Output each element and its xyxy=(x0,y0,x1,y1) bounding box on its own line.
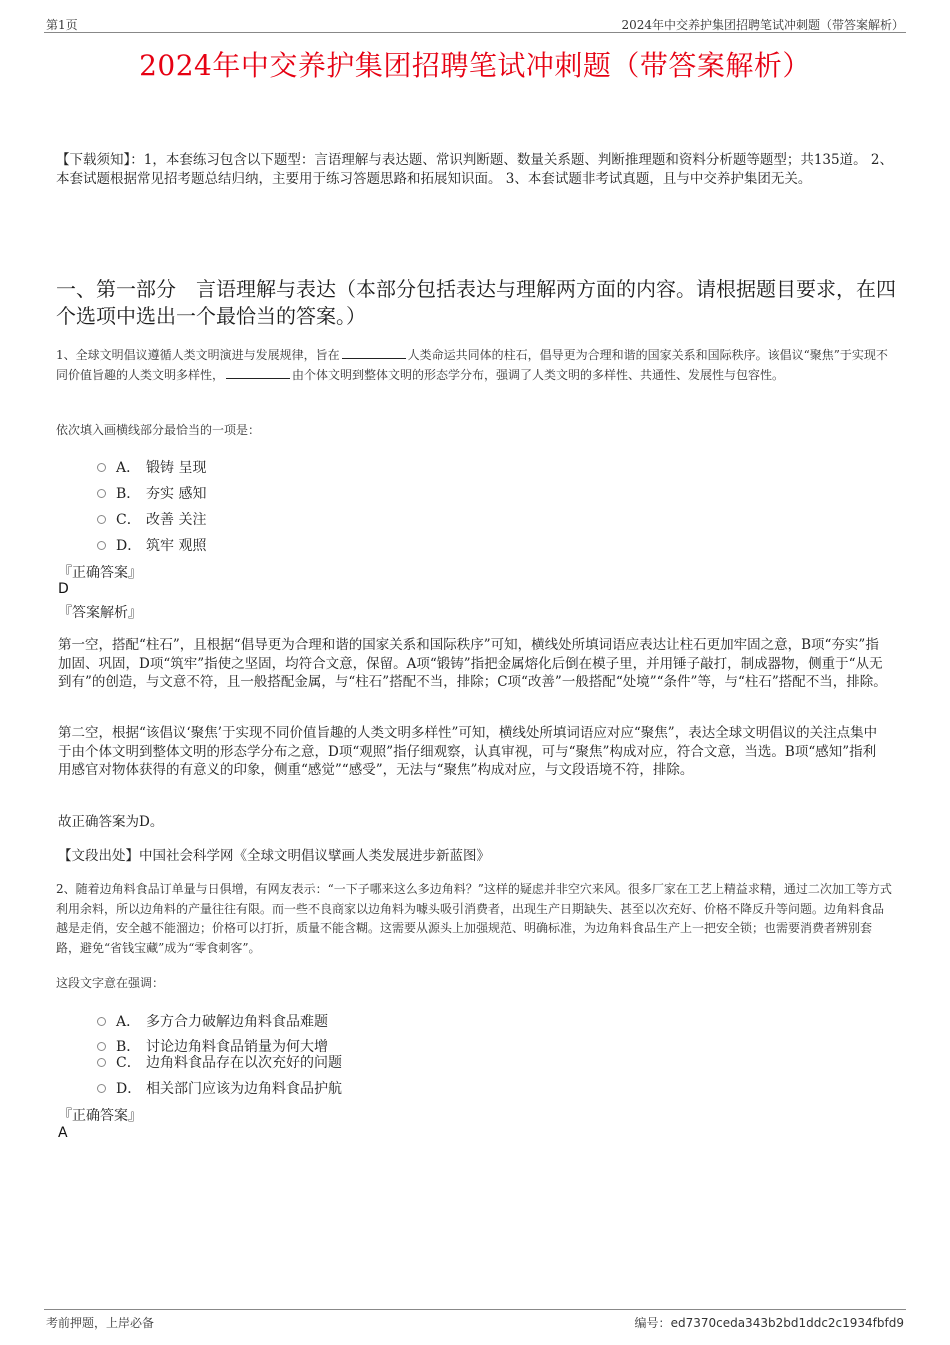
q1-answer: D xyxy=(58,581,69,597)
footer-slogan: 考前押题，上岸必备 xyxy=(46,1316,155,1330)
q1-option-d[interactable]: D． 筑牢 观照 xyxy=(97,535,206,555)
header-rule xyxy=(44,32,906,33)
radio-icon[interactable] xyxy=(97,1017,106,1026)
q1-answer-label: 『正确答案』 xyxy=(58,565,142,581)
question-1-text: 1、全球文明倡议遵循人类文明演进与发展规律，旨在 人类命运共同体的柱石，倡导更为合理和谐的国家关系和国际秩序。该倡议“聚焦”于实现不同价值旨趣的人类文明多样性， 由个体文明到整体文明的形态学分布，强调了人类文明的多样性、共通性、发展性与包容性。 xyxy=(56,348,888,382)
q1-analysis-label: 『答案解析』 xyxy=(58,605,142,621)
page-number: 第1页 xyxy=(46,18,78,32)
q1-option-b[interactable]: B． 夯实 感知 xyxy=(97,483,206,503)
radio-icon[interactable] xyxy=(97,1042,106,1051)
header-doc-title: 2024年中交养护集团招聘笔试冲刺题（带答案解析） xyxy=(621,18,904,32)
radio-icon[interactable] xyxy=(97,515,106,524)
footer-code: 编号：ed7370ceda343b2bd1ddc2c1934fbfd9 xyxy=(634,1316,904,1330)
q1-analysis-paragraph-1: 第一空，搭配“柱石”，且根据“倡导更为合理和谐的国家关系和国际秩序”可知，横线处所填词语应表达让柱石更加牢固之意，B项“夯实”指加固、巩固，D项“筑牢”指使之坚固，均符合文意，保留。A项“锻铸”指把金属熔化后倒在模子里，并用锤子敲打，制成器物，侧重于“从无到有”的创造，与文意不符，且一般搭配金属，与“柱石”搭配不当，排除；C项“改善”一般搭配“处境”“条件”等，与“柱石”搭配不当，排除。 xyxy=(58,637,887,690)
footer-rule xyxy=(44,1309,906,1310)
radio-icon[interactable] xyxy=(97,1058,106,1067)
section-heading: 一、第一部分 言语理解与表达（本部分包括表达与理解两方面的内容。请根据题目要求，在四个选项中选出一个最恰当的答案。） xyxy=(56,277,896,328)
q2-option-c[interactable]: C． 边角料食品存在以次充好的问题 xyxy=(97,1052,342,1072)
q1-conclusion: 故正确答案为D。 xyxy=(58,814,164,830)
fill-blank-1[interactable] xyxy=(342,346,406,359)
q2-option-a[interactable]: A． 多方合力破解边角料食品难题 xyxy=(97,1011,328,1031)
q2-answer-label: 『正确答案』 xyxy=(58,1108,142,1124)
download-notice: 【下载须知】：1，本套练习包含以下题型：言语理解与表达题、常识判断题、数量关系题、判断推理题和资料分析题等题型；共135道。 2、本套试题根据常见招考题总结归纳，主要用于练习答题思路和拓展知识面。 3、本套试题非考试真题，且与中交养护集团无关。 xyxy=(56,152,893,187)
q2-option-b[interactable]: B． 讨论边角料食品销量为何大增 xyxy=(97,1036,328,1056)
q1-option-c[interactable]: C． 改善 关注 xyxy=(97,509,206,529)
radio-icon[interactable] xyxy=(97,489,106,498)
q1-source: 【文段出处】中国社会科学网《全球文明倡议擘画人类发展进步新蓝图》 xyxy=(58,848,490,864)
question-1-prompt: 依次填入画横线部分最恰当的一项是： xyxy=(56,423,261,437)
question-2-text: 2、随着边角料食品订单量与日俱增，有网友表示：“一下子哪来这么多边角料？”这样的疑虑并非空穴来风。很多厂家在工艺上精益求精，通过二次加工等方式利用余料，所以边角料的产量往往有限。而一些不良商家以边角料为噱头吸引消费者，出现生产日期缺失、甚至以次充好、价格不降反升等问题。边角料食品越是走俏，安全越不能溜边；价格可以打折，质量不能含糊。这需要从源头上加强规范、明确标准，为边角料食品生产上一把安全锁；也需要消费者辨别套路，避免“省钱宝藏”成为“零食刺客”。 xyxy=(56,882,892,955)
fill-blank-2[interactable] xyxy=(226,366,290,379)
radio-icon[interactable] xyxy=(97,463,106,472)
q1-analysis-paragraph-2: 第二空，根据“该倡议‘聚焦’于实现不同价值旨趣的人类文明多样性”可知，横线处所填词语应对应“聚焦”，表达全球文明倡议的关注点集中于由个体文明到整体文明的形态学分布之意，D项“观照”指仔细观察，认真审视，可与“聚焦”构成对应，符合文意，当选。B项“感知”指利用感官对物体获得的有意义的印象，侧重“感觉”“感受”，无法与“聚焦”构成对应，与文段语境不符，排除。 xyxy=(58,725,878,778)
radio-icon[interactable] xyxy=(97,1084,106,1093)
question-2-prompt: 这段文字意在强调： xyxy=(56,976,165,990)
document-title: 2024年中交养护集团招聘笔试冲刺题（带答案解析） xyxy=(139,49,811,82)
q1-option-a[interactable]: A． 锻铸 呈现 xyxy=(97,457,206,477)
q2-answer: A xyxy=(58,1125,68,1141)
radio-icon[interactable] xyxy=(97,541,106,550)
q2-option-d[interactable]: D． 相关部门应该为边角料食品护航 xyxy=(97,1078,342,1098)
